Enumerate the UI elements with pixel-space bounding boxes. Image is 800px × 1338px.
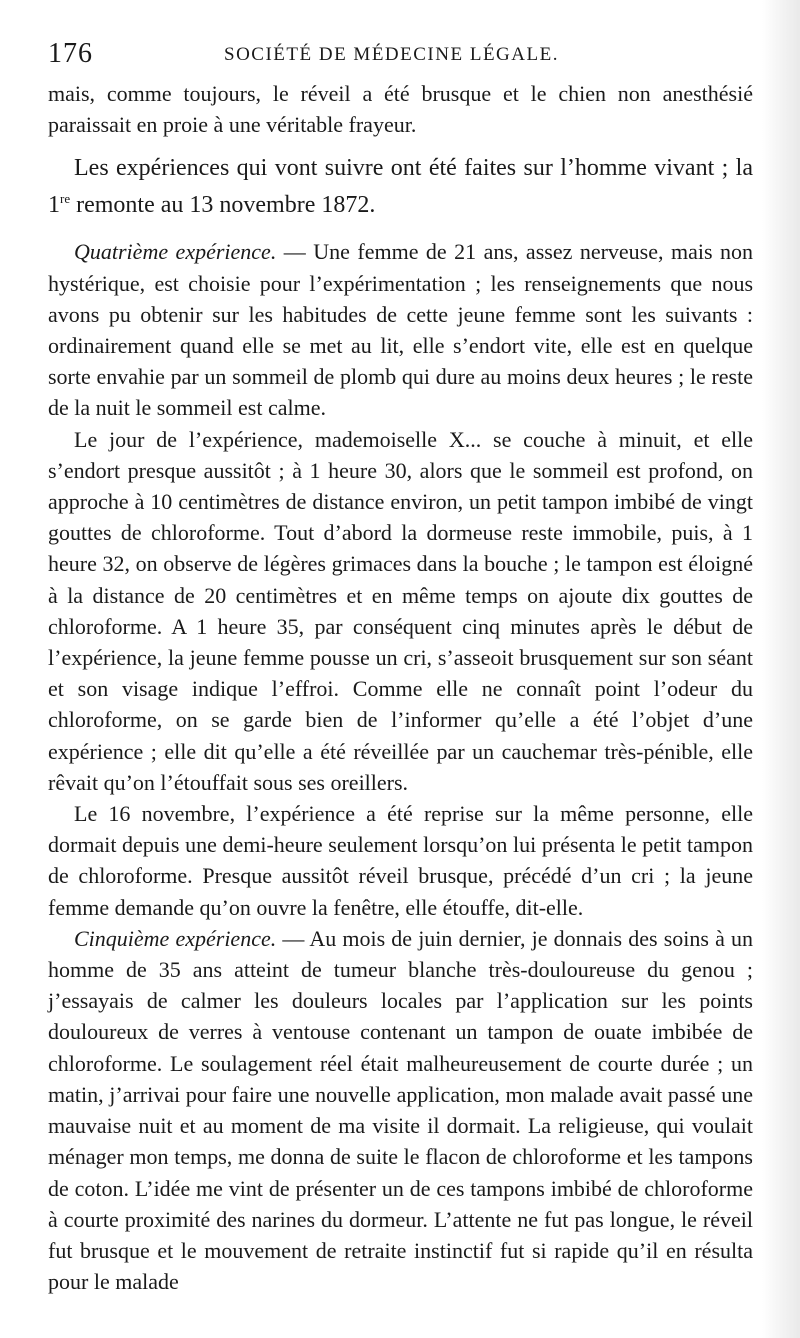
ordinal-superscript: re xyxy=(60,191,71,207)
paragraph-fourth-experiment xyxy=(48,236,753,423)
paragraph-fifth-experiment xyxy=(48,923,753,1297)
fourth-experiment-title: Quatrième expérience. xyxy=(74,239,277,265)
intro-text-start: Les expériences qui vont suivre ont été faites sur l’homme vivant ; la 1 xyxy=(48,155,753,219)
running-head: SOCIÉTÉ DE MÉDECINE LÉGALE. xyxy=(224,44,559,65)
intro-text-end: remonte au 13 novembre 1872. xyxy=(70,192,376,219)
paragraph-november-16: Le 16 novembre, l’expérience a été reprise sur la même personne, elle dormait depuis une demi-heure seulement lorsqu’on lui présenta le petit tampon de chloroforme. Presque aussitôt réveil brusque, précédé d’un cri ; la jeune femme demande qu’on ouvre la fenêtre, elle étouffe, dit-elle. xyxy=(48,801,753,920)
fifth-experiment-title: Cinquième expérience. xyxy=(74,925,277,951)
scan-edge-shadow xyxy=(762,0,800,1338)
page-number: 176 xyxy=(48,38,93,69)
paragraph-intro-experiments xyxy=(48,150,753,224)
body-text xyxy=(48,78,753,1297)
paragraph-experiment-day: Le jour de l’expérience, mademoiselle X... se couche à minuit, et elle s’endort presque aussitôt ; à 1 heure 30, alors que le sommeil est profond, on approche à 10 centimètres de distance environ, un petit tampon imbibé de vingt gouttes de chloroforme. Tout d’abord la dormeuse reste immobile, puis, à 1 heure 32, on observe de légères grimaces dans la bouche ; le tampon est éloigné à la distance de 20 centimètres et en même temps on ajoute dix gouttes de chloroforme. A 1 heure 35, par conséquent cinq minutes après le début de l’expérience, la jeune femme pousse un cri, s’asseoit brusquement sur son séant et son visage indique l’effroi. Comme elle ne connaît point l’odeur du chloroforme, on se garde bien de l’informer qu’elle a été l’objet d’une expérience ; elle dit qu’elle a été réveillée par un cauchemar très-pénible, elle rêvait qu’on l’étouffait sous ses oreillers. xyxy=(48,426,753,795)
fifth-experiment-text: — Au mois de juin dernier, je donnais des soins à un homme de 35 ans atteint de tumeur blanche très-douloureuse du genou ; j’essayais de calmer les douleurs locales par l’application sur les points douloureux de verres à ventouse contenant un tampon de ouate imbibée de chloroforme. Le soulagement réel était malheureusement de courte durée ; un matin, j’arrivai pour faire une nouvelle application, mon malade avait passé une mauvaise nuit et au moment de ma visite il dormait. La religieuse, qui voulait ménager mon temps, me donna de suite le flacon de chloroforme et les tampons de coton. L’idée me vint de présenter un de ces tampons imbibé de chloroforme à courte proximité des narines du dormeur. L’attente ne fut pas longue, le réveil fut brusque et le mouvement de retraite instinctif fut si rapide qu’il en résulta pour le malade xyxy=(48,925,753,1295)
paragraph-continuation: mais, comme toujours, le réveil a été brusque et le chien non anesthésié paraissait en proie à une véritable frayeur. xyxy=(48,81,753,138)
fourth-experiment-text: — Une femme de 21 ans, assez nerveuse, mais non hystérique, est choisie pour l’expérimentation ; les renseignements que nous avons pu obtenir sur les habitudes de cette jeune femme sont les suivants : ordinairement quand elle se met au lit, elle s’endort vite, elle est en quelque sorte envahie par un sommeil de plomb qui dure au moins deux heures ; le reste de la nuit le sommeil est calme. xyxy=(48,239,753,421)
page-header xyxy=(48,38,753,74)
